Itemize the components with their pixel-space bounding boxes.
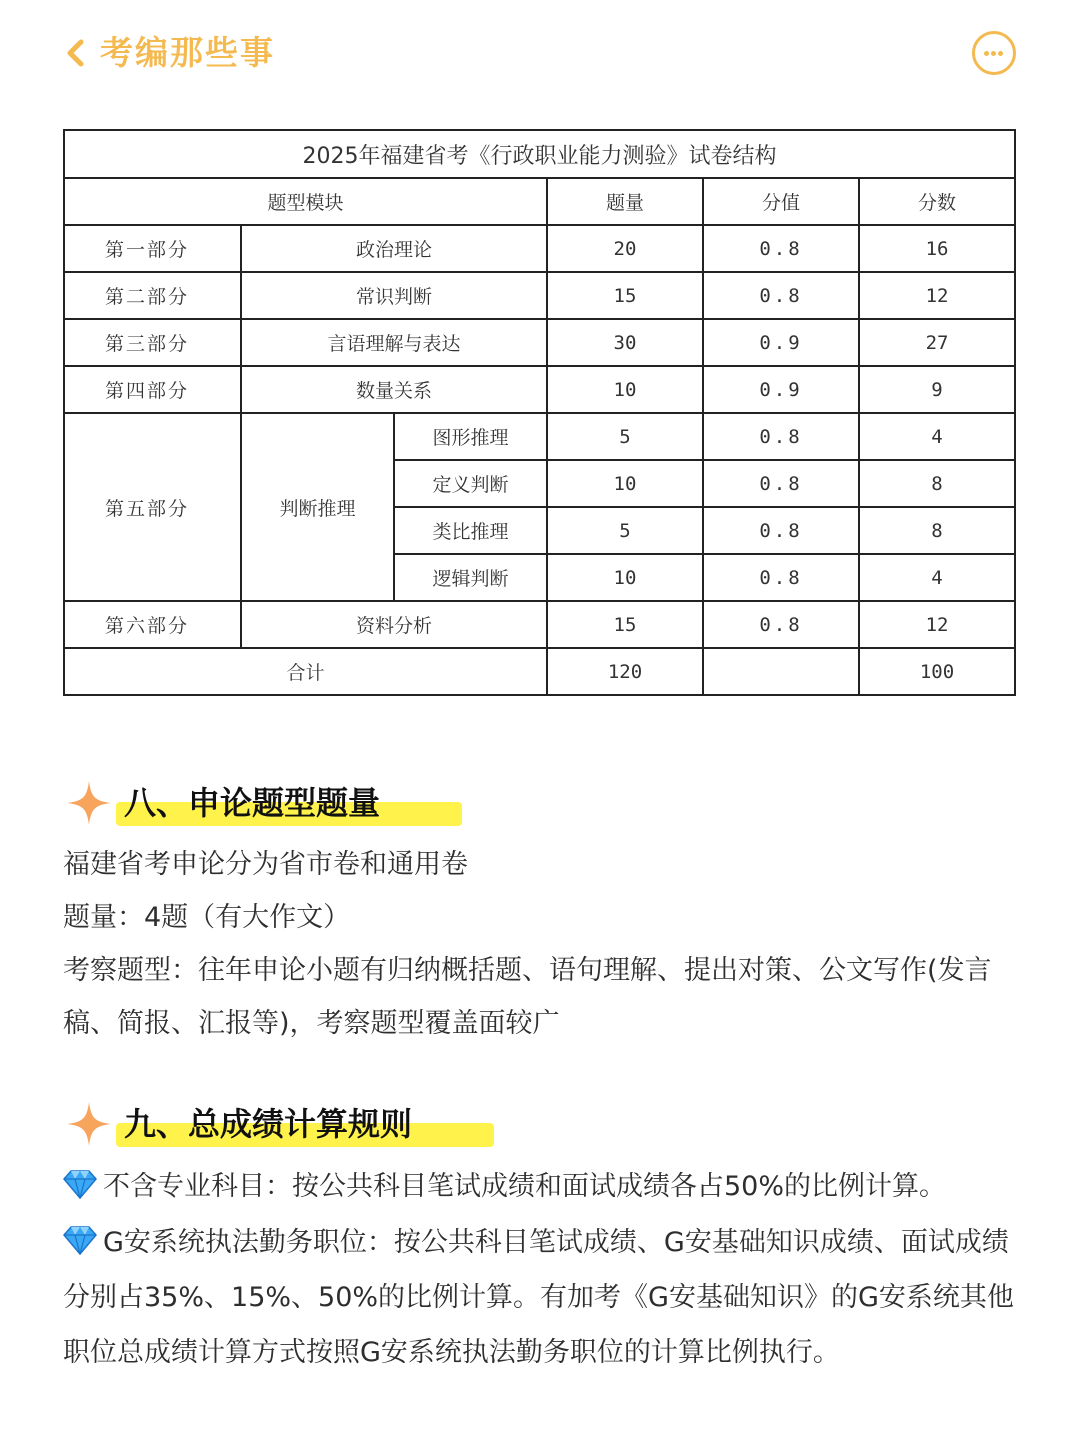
part-cell: 第二部分 (64, 272, 241, 319)
submodule-cell: 逻辑判断 (394, 554, 547, 601)
submodule-cell: 类比推理 (394, 507, 547, 554)
value-cell: 0.8 (703, 272, 859, 319)
value-cell: 0.8 (703, 225, 859, 272)
count-cell: 20 (547, 225, 703, 272)
part-cell: 第五部分 (64, 413, 241, 601)
score-cell: 12 (859, 601, 1015, 648)
count-cell: 5 (547, 507, 703, 554)
section-9-item (63, 1215, 1023, 1380)
header-count: 题量 (547, 178, 703, 225)
module-cell: 数量关系 (241, 366, 547, 413)
value-cell: 0.8 (703, 554, 859, 601)
more-dot-icon (984, 51, 989, 56)
exam-structure-table (63, 129, 1016, 696)
total-count: 120 (547, 648, 703, 695)
score-cell: 9 (859, 366, 1015, 413)
count-cell: 10 (547, 554, 703, 601)
page-title: 考编那些事 (100, 33, 275, 72)
table-title: 2025年福建省考《行政职业能力测验》试卷结构 (64, 130, 1015, 178)
section-9-item-text: G安系统执法勤务职位：按公共科目笔试成绩、G安基础知识成绩、面试成绩分别占35%、15%、50%的比例计算。有加考《G安基础知识》的G安系统其他职位总成绩计算方式按照G安系统执法勤务职位的计算比例执行。 (63, 1227, 1014, 1368)
score-cell: 12 (859, 272, 1015, 319)
count-cell: 10 (547, 366, 703, 413)
more-dot-icon (998, 51, 1003, 56)
module-cell: 判断推理 (241, 413, 394, 601)
count-cell: 10 (547, 460, 703, 507)
top-bar (0, 0, 1080, 110)
section-8-line: 福建省考申论分为省市卷和通用卷 (63, 849, 468, 880)
header-module: 题型模块 (64, 178, 547, 225)
submodule-cell: 图形推理 (394, 413, 547, 460)
section-8-line: 考察题型：往年申论小题有归纳概括题、语句理解、提出对策、公文写作(发言稿、简报、汇报等)，考察题型覆盖面较广 (63, 955, 992, 1039)
table-row (64, 366, 1015, 413)
module-cell: 言语理解与表达 (241, 319, 547, 366)
submodule-cell: 定义判断 (394, 460, 547, 507)
score-cell: 4 (859, 554, 1015, 601)
score-cell: 16 (859, 225, 1015, 272)
value-cell: 0.8 (703, 601, 859, 648)
section-8-title: 八、申论题型题量 (124, 784, 381, 822)
header-score: 分数 (859, 178, 1015, 225)
table-title-row (64, 130, 1015, 178)
score-cell: 8 (859, 507, 1015, 554)
score-cell: 4 (859, 413, 1015, 460)
value-cell: 0.9 (703, 319, 859, 366)
section-9-item-text: 不含专业科目：按公共科目笔试成绩和面试成绩各占50%的比例计算。 (103, 1171, 947, 1202)
score-cell: 27 (859, 319, 1015, 366)
table-row (64, 225, 1015, 272)
table-row (64, 413, 1015, 460)
more-dot-icon (991, 51, 996, 56)
total-label: 合计 (64, 648, 547, 695)
module-cell: 政治理论 (241, 225, 547, 272)
table-row (64, 601, 1015, 648)
count-cell: 15 (547, 601, 703, 648)
section-9-item (63, 1160, 1023, 1213)
value-cell: 0.9 (703, 366, 859, 413)
count-cell: 30 (547, 319, 703, 366)
module-cell: 资料分析 (241, 601, 547, 648)
count-cell: 15 (547, 272, 703, 319)
part-cell: 第一部分 (64, 225, 241, 272)
gem-icon (63, 1225, 97, 1255)
sparkle-icon (66, 780, 112, 826)
table-row (64, 272, 1015, 319)
sparkle-icon (66, 1101, 112, 1147)
total-value (703, 648, 859, 695)
total-score: 100 (859, 648, 1015, 695)
gem-icon (63, 1169, 97, 1199)
part-cell: 第六部分 (64, 601, 241, 648)
module-cell: 常识判断 (241, 272, 547, 319)
value-cell: 0.8 (703, 413, 859, 460)
header-value: 分值 (703, 178, 859, 225)
count-cell: 5 (547, 413, 703, 460)
value-cell: 0.8 (703, 460, 859, 507)
part-cell: 第三部分 (64, 319, 241, 366)
section-9-title: 九、总成绩计算规则 (124, 1105, 413, 1143)
section-8-line: 题量：4题（有大作文） (63, 902, 351, 933)
more-button[interactable] (972, 31, 1016, 75)
part-cell: 第四部分 (64, 366, 241, 413)
table-total-row (64, 648, 1015, 695)
score-cell: 8 (859, 460, 1015, 507)
table-header-row (64, 178, 1015, 225)
table-row (64, 319, 1015, 366)
chevron-left-icon[interactable] (62, 38, 90, 68)
value-cell: 0.8 (703, 507, 859, 554)
